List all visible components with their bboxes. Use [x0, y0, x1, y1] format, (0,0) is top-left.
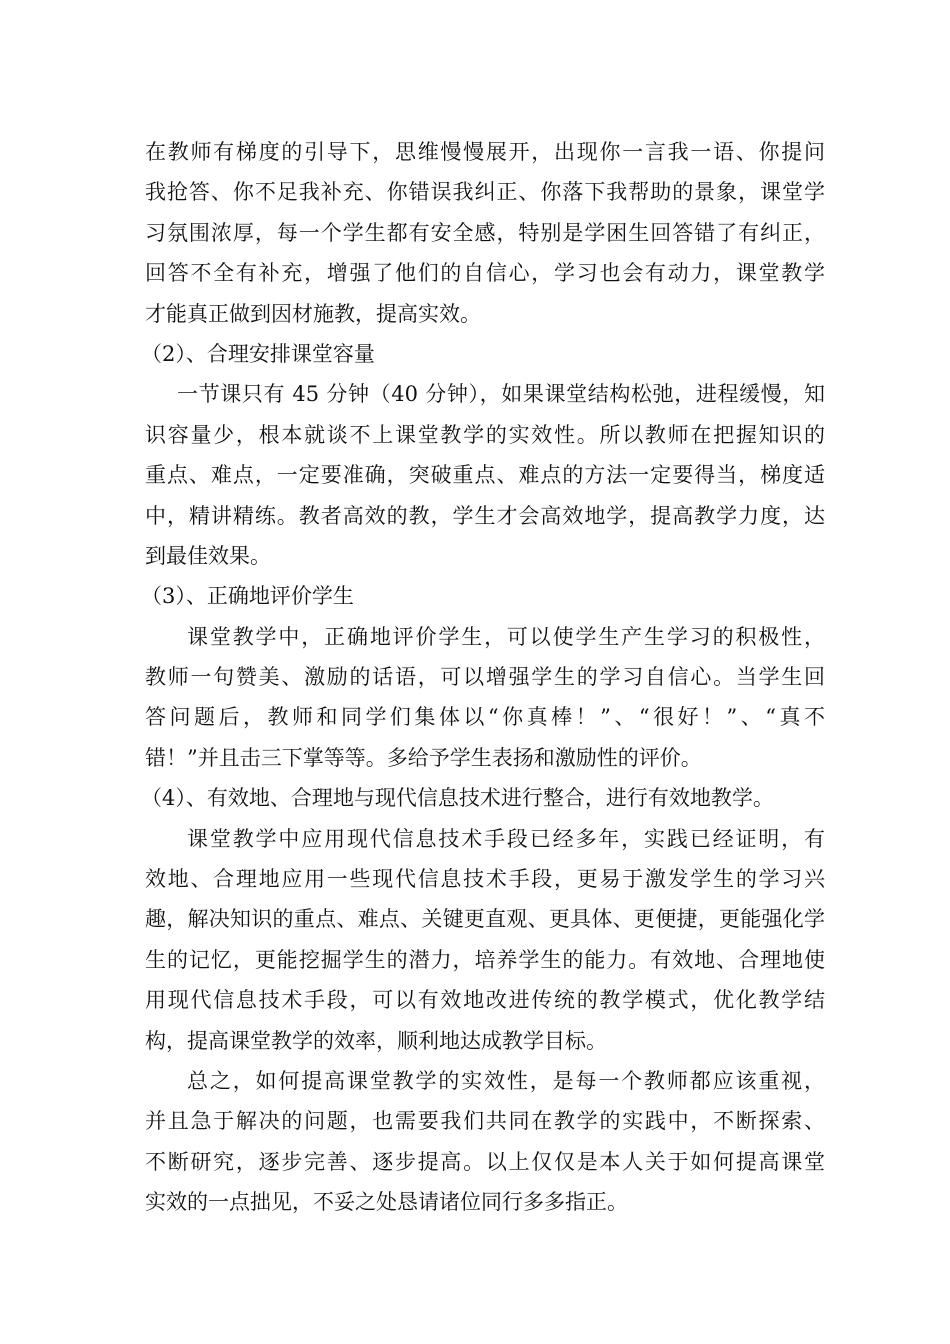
- paragraph-evaluate-students: [145, 617, 825, 779]
- text-line: 用现代信息技术手段，可以有效地改进传统的教学模式，优化教学结: [145, 988, 825, 1013]
- text-line: 生的记忆，更能挖掘学生的潜力，培养学生的能力。有效地、合理地使: [145, 947, 825, 972]
- text-line: 回答不全有补充，增强了他们的自信心，学习也会有动力，课堂教学: [145, 261, 825, 286]
- text-line: 不断研究，逐步完善、逐步提高。以上仅仅是本人关于如何提高课堂: [145, 1149, 825, 1174]
- text-line: 实效的一点拙见，不妥之处恳请诸位同行多多指正。: [145, 1190, 628, 1215]
- text-line: 教师一句赞美、激励的话语，可以增强学生的学习自信心。当学生回: [145, 665, 825, 690]
- text-line: 重点、难点，一定要准确，突破重点、难点的方法一定要得当，梯度适: [145, 463, 825, 488]
- paragraph-conclusion: [145, 1061, 825, 1223]
- text-line: 错！”并且击三下掌等等。多给予学生表扬和激励性的评价。: [145, 745, 702, 770]
- text-line: 课堂教学中应用现代信息技术手段已经多年，实践已经证明，有: [187, 826, 825, 851]
- section-heading-3: [141, 576, 825, 616]
- text-line: 一节课只有 45 分钟（40 分钟），如果课堂结构松弛，进程缓慢，知: [177, 382, 825, 407]
- text-line: 在教师有梯度的引导下，思维慢慢展开，出现你一言我一语、你提问: [145, 140, 825, 164]
- text-line: 才能真正做到因材施教，提高实效。: [145, 301, 481, 326]
- document-body: [141, 132, 825, 1223]
- section-heading-4: [141, 778, 825, 818]
- text-line: 我抢答、你不足我补充、你错误我纠正、你落下我帮助的景象，课堂学: [145, 180, 825, 205]
- text-line: 总之，如何提高课堂教学的实效性，是每一个教师都应该重视，: [187, 1068, 825, 1093]
- text-line: 习氛围浓厚，每一个学生都有安全感，特别是学困生回答错了有纠正，: [145, 220, 825, 245]
- text-line: 构，提高课堂教学的效率，顺利地达成教学目标。: [145, 1028, 607, 1053]
- text-line: 识容量少，根本就谈不上课堂教学的实效性。所以教师在把握知识的: [145, 422, 825, 447]
- text-line: 课堂教学中，正确地评价学生，可以使学生产生学习的积极性，: [187, 624, 825, 649]
- text-line: 到最佳效果。: [145, 543, 271, 568]
- paragraph-class-capacity: [145, 374, 825, 576]
- heading-text: （3）、正确地评价学生: [141, 584, 354, 609]
- text-line: 并且急于解决的问题，也需要我们共同在教学的实践中，不断探索、: [145, 1109, 825, 1134]
- text-line: 趣，解决知识的重点、难点、关键更直观、更具体、更便捷，更能强化学: [145, 907, 825, 932]
- text-line: 中，精讲精练。教者高效的教，学生才会高效地学，提高教学力度，达: [145, 503, 825, 528]
- heading-text: （4）、有效地、合理地与现代信息技术进行整合，进行有效地教学。: [141, 786, 774, 811]
- text-line: 效地、合理地应用一些现代信息技术手段，更易于激发学生的学习兴: [145, 867, 825, 892]
- section-heading-2: [141, 334, 825, 374]
- heading-text: （2）、合理安排课堂容量: [141, 341, 375, 366]
- paragraph-continuation: [145, 132, 825, 334]
- paragraph-information-technology: [145, 819, 825, 1061]
- text-line: 答问题后，教师和同学们集体以“你真棒！”、“很好！”、“真不: [145, 705, 825, 730]
